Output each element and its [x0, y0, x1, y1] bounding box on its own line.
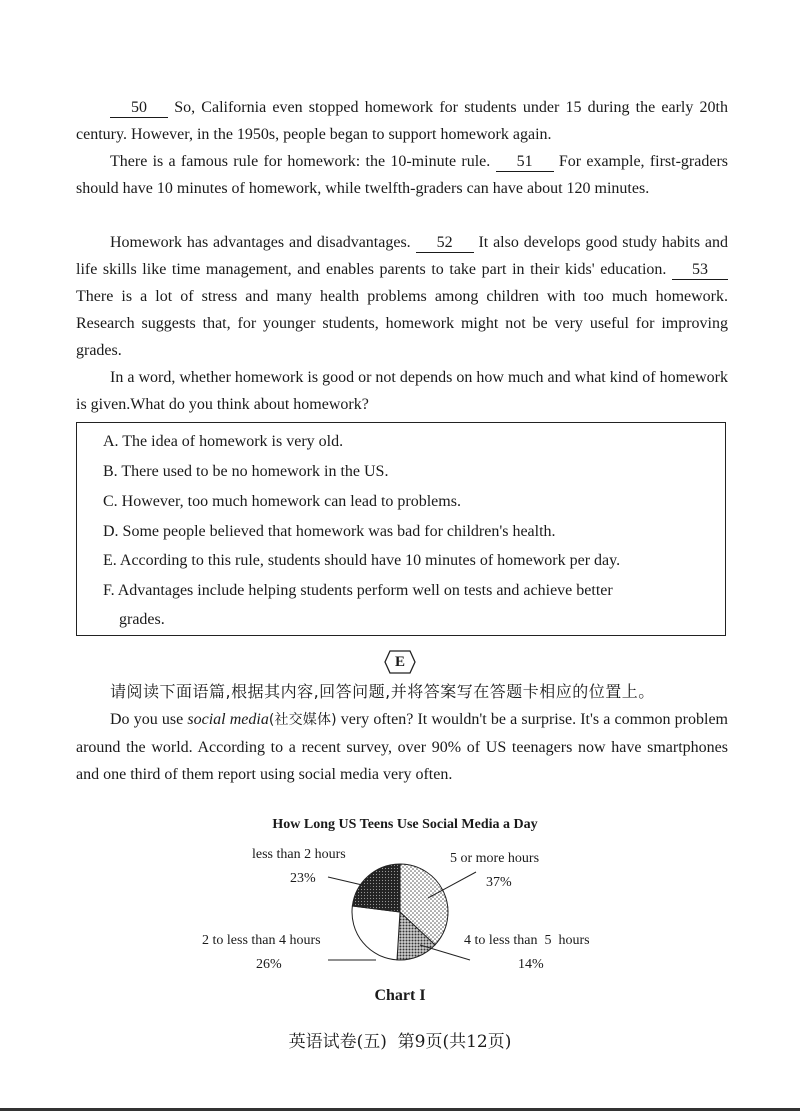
- pie-slice-3: [352, 864, 400, 912]
- pie-chart: [180, 840, 620, 990]
- paragraph-3-pre: Homework has advantages and disadvantages.: [110, 234, 411, 251]
- option-e: E. According to this rule, students should have 10 minutes of homework per day.: [103, 552, 621, 569]
- paragraph-3-post: There is a lot of stress and many health problems among children with too much homework. Research suggests that, for younger students, homework might not be very useful for improving grades.: [76, 288, 728, 359]
- blank-51[interactable]: 51: [496, 153, 554, 172]
- paragraph-2-post: For example, first-graders should have 10 minutes of homework, while twelfth-graders can have about 120 minutes.: [76, 153, 729, 197]
- pie-slice-2: [352, 906, 400, 960]
- value-less-than-2-hours: 23%: [290, 871, 316, 886]
- section-e-letter: E: [394, 654, 405, 670]
- paragraph-1: [76, 94, 728, 148]
- paragraph-1-text: So, California even stopped homework for students under 15 during the early 20th century. However, in the 1950s, people began to support homework again.: [76, 99, 728, 143]
- section-e-pre: Do you use: [110, 711, 184, 728]
- blank-50[interactable]: 50: [110, 99, 168, 118]
- section-e-chinese-gloss: (社交媒体): [268, 712, 337, 728]
- label-5-or-more-hours: 5 or more hours: [450, 851, 540, 866]
- paragraph-4: [76, 364, 728, 418]
- value-2-to-4-hours: 26%: [256, 957, 282, 972]
- option-f: F. Advantages include helping students perform well on tests and achieve better: [103, 582, 613, 599]
- label-4-to-5-hours: 4 to less than 5 hours: [464, 933, 590, 948]
- value-4-to-5-hours: 14%: [518, 957, 544, 972]
- section-e-instruction: 请阅读下面语篇,根据其内容,回答问题,并将答案写在答题卡相应的位置上。: [110, 682, 655, 701]
- label-less-than-2-hours: less than 2 hours: [252, 847, 346, 862]
- paragraph-3: [76, 229, 728, 364]
- option-d: D. Some people believed that homework was bad for children's health.: [103, 523, 556, 540]
- label-2-to-4-hours: 2 to less than 4 hours: [202, 933, 321, 948]
- leader-line-4-to-5: [420, 945, 470, 960]
- paragraph-2: [76, 148, 728, 202]
- options-box: [76, 422, 726, 636]
- paragraph-4-text: In a word, whether homework is good or not depends on how much and what kind of homework is given.What do you think about homework?: [76, 369, 728, 413]
- chart-caption: Chart I: [374, 987, 426, 1004]
- section-e-marker: [384, 650, 416, 674]
- blank-52[interactable]: 52: [416, 234, 474, 253]
- option-f-continued: grades.: [119, 611, 165, 628]
- paragraph-2-pre: There is a famous rule for homework: the 10-minute rule.: [110, 153, 491, 170]
- section-e-paragraph: [76, 706, 728, 788]
- page-footer: 英语试卷(五) 第9页(共12页): [288, 1032, 512, 1052]
- blank-53[interactable]: 53: [672, 261, 728, 280]
- value-5-or-more-hours: 37%: [486, 875, 512, 890]
- paragraph-3-mid: It also develops good study habits and life skills like time management, and enables parents to take part in their kids' education.: [76, 234, 729, 278]
- option-b: B. There used to be no homework in the US.: [103, 463, 389, 480]
- option-c: C. However, too much homework can lead to problems.: [103, 493, 461, 510]
- chart-title: How Long US Teens Use Social Media a Day: [272, 817, 538, 832]
- section-e-post: very often? It wouldn't be a surprise. It's a common problem around the world. According to a recent survey, over 90% of US teenagers now have smartphones and one third of them report using social media very often.: [76, 711, 729, 783]
- option-a: A. The idea of homework is very old.: [103, 433, 344, 450]
- bottom-rule: [0, 1108, 800, 1111]
- section-e-emphasis: social media: [187, 711, 269, 728]
